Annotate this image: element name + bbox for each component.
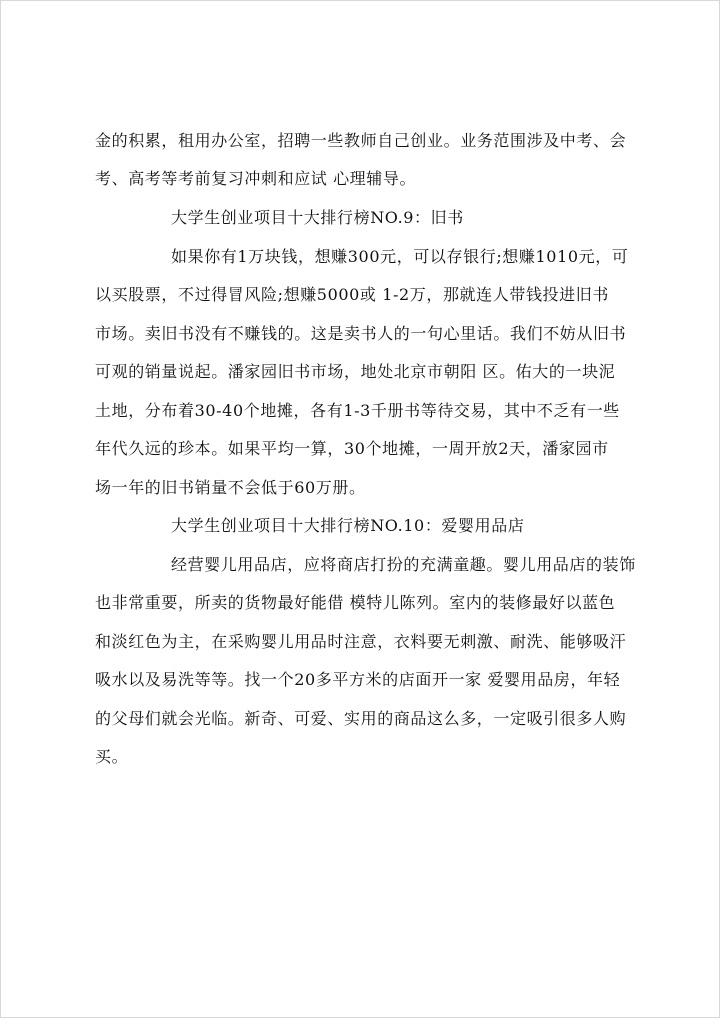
body-text-line: 也非常重要，所卖的货物最好能借 模特儿陈列。室内的装修最好以蓝色 <box>95 593 616 612</box>
section-heading: 大学生创业项目十大排行榜NO.9：旧书 <box>171 208 464 227</box>
body-text-line: 吸水以及易洗等等。找一个20多平方米的店面开一家 爱婴用品房，年轻 <box>95 670 621 689</box>
body-text-line: 的父母们就会光临。新奇、可爱、实用的商品这么多，一定吸引很多人购 <box>95 709 627 728</box>
body-text-line: 以买股票，不过得冒风险;想赚5000或 1-2万，那就连人带钱投进旧书 <box>95 285 609 304</box>
body-text-line: 可观的销量说起。潘家园旧书市场，地处北京市朝阳 区。佑大的一块泥 <box>95 362 616 381</box>
body-text-line: 买。 <box>95 747 129 766</box>
body-text-line: 场一年的旧书销量不会低于60万册。 <box>95 478 366 497</box>
paragraph-first-line: 如果你有1万块钱，想赚300元，可以存银行;想赚1010元，可 <box>171 247 629 266</box>
body-text-line: 年代久远的珍本。如果平均一算，30个地摊，一周开放2天，潘家园市 <box>95 439 609 458</box>
body-text-line: 金的积累，租用办公室，招聘一些教师自己创业。业务范围涉及中考、会 <box>95 131 627 150</box>
body-text-line: 考、高考等考前复习冲刺和应试 心理辅导。 <box>95 169 417 188</box>
body-text-line: 市场。卖旧书没有不赚钱的。这是卖书人的一句心里话。我们不妨从旧书 <box>95 324 627 343</box>
section-heading: 大学生创业项目十大排行榜NO.10：爱婴用品店 <box>171 516 525 535</box>
paragraph-first-line: 经营婴儿用品店，应将商店打扮的充满童趣。婴儿用品店的装饰 <box>171 555 636 574</box>
body-text-line: 和淡红色为主，在采购婴儿用品时注意，衣料要无刺激、耐洗、能够吸汗 <box>95 632 627 651</box>
body-text-line: 土地，分布着30-40个地摊，各有1-3千册书等待交易，其中不乏有一些 <box>95 401 620 420</box>
